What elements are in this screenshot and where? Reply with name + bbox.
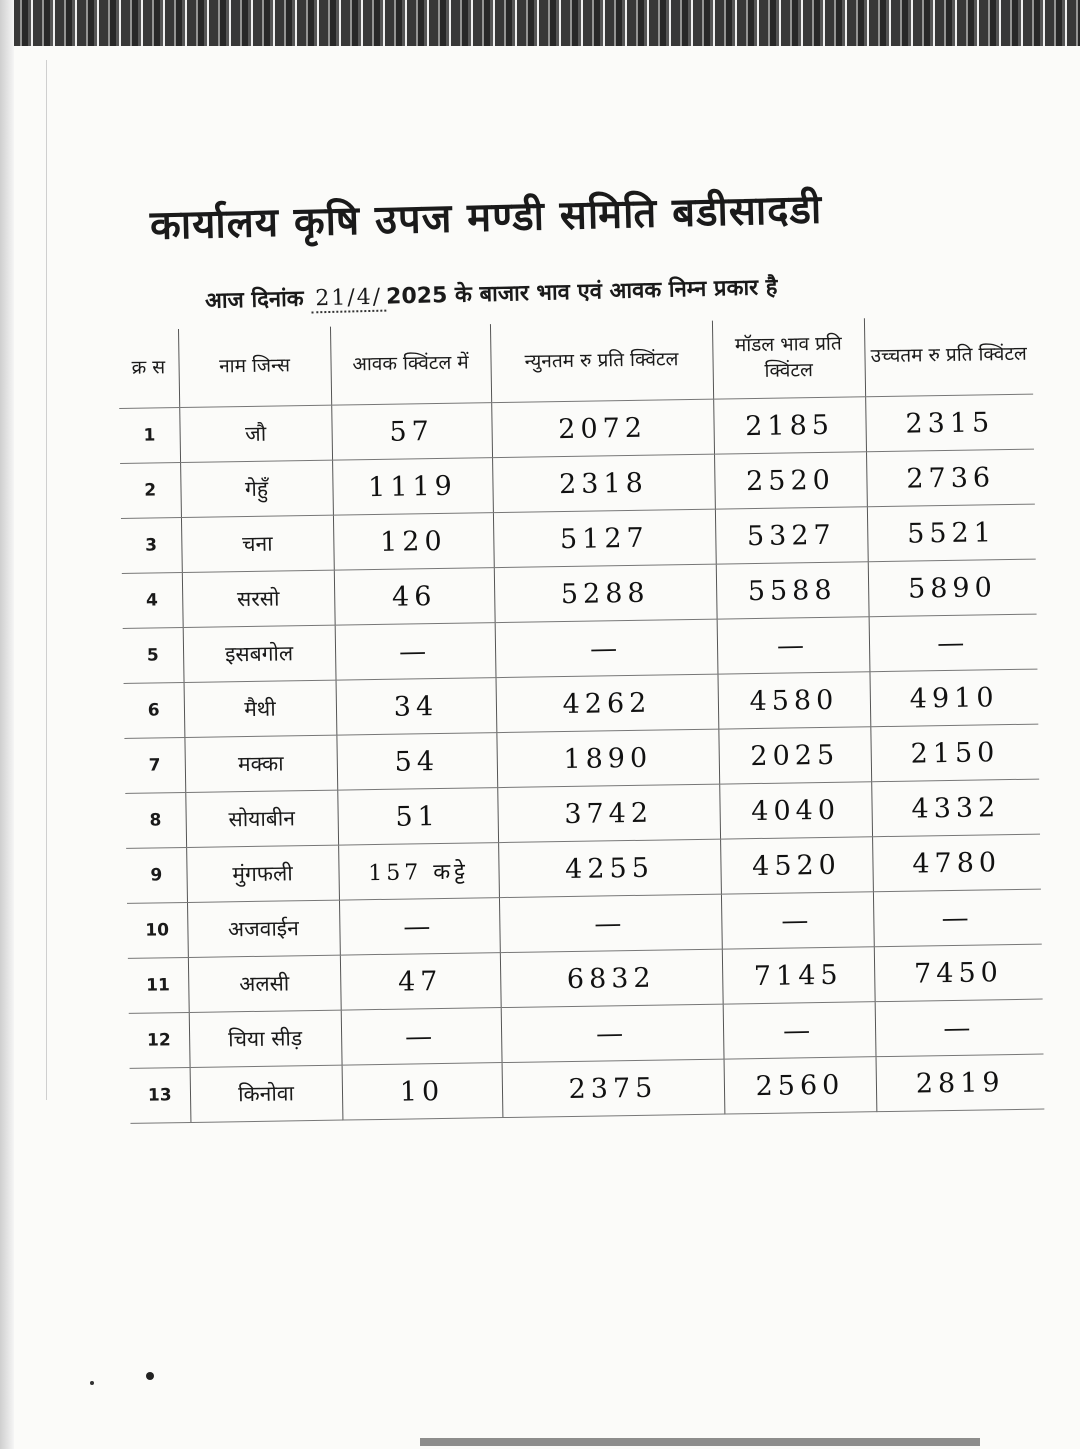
min-price-cell: 3742 (497, 784, 720, 842)
commodity-cell: मुंगफली (186, 845, 339, 902)
serial-cell: 9 (126, 847, 187, 903)
min-price-cell: 4255 (498, 839, 721, 897)
serial-cell: 6 (124, 683, 185, 739)
arrival-cell: 47 (340, 953, 501, 1011)
date-line-suffix: के बाजार भाव एवं आवक निम्न प्रकार है (454, 275, 778, 308)
modal-price-cell: 4040 (719, 782, 872, 839)
max-price-cell: 2150 (870, 724, 1039, 782)
serial-cell: 4 (122, 573, 183, 629)
max-price-cell: — (875, 999, 1044, 1057)
commodity-cell: चना (181, 515, 334, 572)
modal-price-cell: — (717, 617, 870, 674)
arrival-cell: 57 (331, 403, 492, 461)
min-price-cell: 2375 (502, 1059, 725, 1117)
commodity-cell: सरसो (182, 570, 335, 627)
modal-price-cell: 4520 (720, 837, 873, 894)
min-price-cell: 1890 (496, 729, 719, 787)
arrival-cell: 54 (336, 733, 497, 791)
arrival-cell: 34 (336, 678, 497, 736)
serial-cell: 13 (130, 1067, 191, 1123)
arrival-cell: — (341, 1008, 502, 1066)
scan-speck (146, 1372, 154, 1380)
price-table (118, 316, 1044, 1124)
modal-price-cell: 2560 (724, 1057, 877, 1114)
max-price-cell: 5890 (868, 559, 1037, 617)
arrival-cell: 157 कट्टे (338, 843, 499, 901)
arrival-cell: — (335, 623, 496, 681)
min-price-cell: 4262 (496, 674, 719, 732)
col-header-modal-price: मॉडल भाव प्रति क्विंटल (712, 318, 865, 399)
min-price-cell: 2318 (492, 454, 715, 512)
serial-cell: 7 (124, 738, 185, 794)
arrival-cell: 51 (337, 788, 498, 846)
col-header-serial: क्र स (118, 329, 179, 408)
max-price-cell: 2736 (866, 449, 1035, 507)
date-year: 2025 (385, 283, 448, 310)
commodity-cell: सोयाबीन (185, 790, 338, 847)
date-line (205, 265, 1005, 315)
serial-cell: 11 (128, 957, 189, 1013)
serial-cell: 10 (127, 902, 188, 958)
handwritten-date: 21/4/ (311, 285, 386, 314)
col-header-max-price: उच्चतम रु प्रति क्विंटल (864, 316, 1033, 397)
min-price-cell: — (499, 894, 722, 952)
col-header-min-price: न्युनतम रु प्रति क्विंटल (490, 321, 713, 403)
max-price-cell: 5521 (867, 504, 1036, 562)
commodity-cell: अलसी (188, 955, 341, 1012)
serial-cell: 3 (121, 518, 182, 574)
commodity-cell: चिया सीड़ (189, 1010, 342, 1067)
arrival-cell: — (339, 898, 500, 956)
scan-left-edge (0, 0, 14, 1449)
serial-cell: 1 (119, 408, 180, 464)
col-header-arrival: आवक क्विंटल में (330, 324, 491, 405)
arrival-cell: 46 (334, 568, 495, 626)
table-header-row (118, 316, 1033, 409)
commodity-cell: अजवाईन (187, 900, 340, 957)
modal-price-cell: 5327 (715, 507, 868, 564)
commodity-cell: जौ (179, 405, 332, 462)
max-price-cell: — (873, 889, 1042, 947)
commodity-cell: इसबगोल (183, 625, 336, 682)
scan-speck (90, 1381, 94, 1385)
min-price-cell: 5127 (493, 509, 716, 567)
modal-price-cell: — (721, 892, 874, 949)
serial-cell: 8 (125, 793, 186, 849)
min-price-cell: — (495, 619, 718, 677)
max-price-cell: — (869, 614, 1038, 672)
max-price-cell: 4910 (869, 669, 1038, 727)
scan-top-band (0, 0, 1080, 46)
modal-price-cell: 2185 (713, 397, 866, 454)
commodity-cell: मैथी (184, 680, 337, 737)
page-title: कार्यालय कृषि उपज मण्डी समिति बडीसादडी (149, 186, 823, 249)
max-price-cell: 4780 (872, 834, 1041, 892)
scan-bottom-strip (420, 1438, 980, 1446)
min-price-cell: — (501, 1004, 724, 1062)
min-price-cell: 6832 (500, 949, 723, 1007)
col-header-commodity: नाम जिन्स (178, 327, 331, 408)
page-border-line (46, 60, 47, 1100)
modal-price-cell: 2520 (714, 452, 867, 509)
max-price-cell: 2315 (865, 394, 1034, 452)
commodity-cell: गेहुँ (180, 460, 333, 517)
arrival-cell: 10 (342, 1063, 503, 1121)
max-price-cell: 2819 (876, 1054, 1045, 1112)
arrival-cell: 120 (333, 513, 494, 571)
modal-price-cell: 2025 (718, 727, 871, 784)
commodity-cell: मक्का (184, 735, 337, 792)
modal-price-cell: 7145 (722, 947, 875, 1004)
min-price-cell: 5288 (494, 564, 717, 622)
modal-price-cell: 5588 (716, 562, 869, 619)
price-table-container (118, 316, 1045, 1138)
serial-cell: 5 (123, 628, 184, 684)
modal-price-cell: — (723, 1002, 876, 1059)
modal-price-cell: 4580 (717, 672, 870, 729)
date-line-prefix: आज दिनांक (204, 286, 304, 314)
min-price-cell: 2072 (491, 399, 714, 457)
max-price-cell: 4332 (871, 779, 1040, 837)
serial-cell: 12 (129, 1012, 190, 1068)
max-price-cell: 7450 (874, 944, 1043, 1002)
serial-cell: 2 (120, 463, 181, 519)
commodity-cell: किनोवा (190, 1065, 343, 1122)
arrival-cell: 1119 (332, 458, 493, 516)
